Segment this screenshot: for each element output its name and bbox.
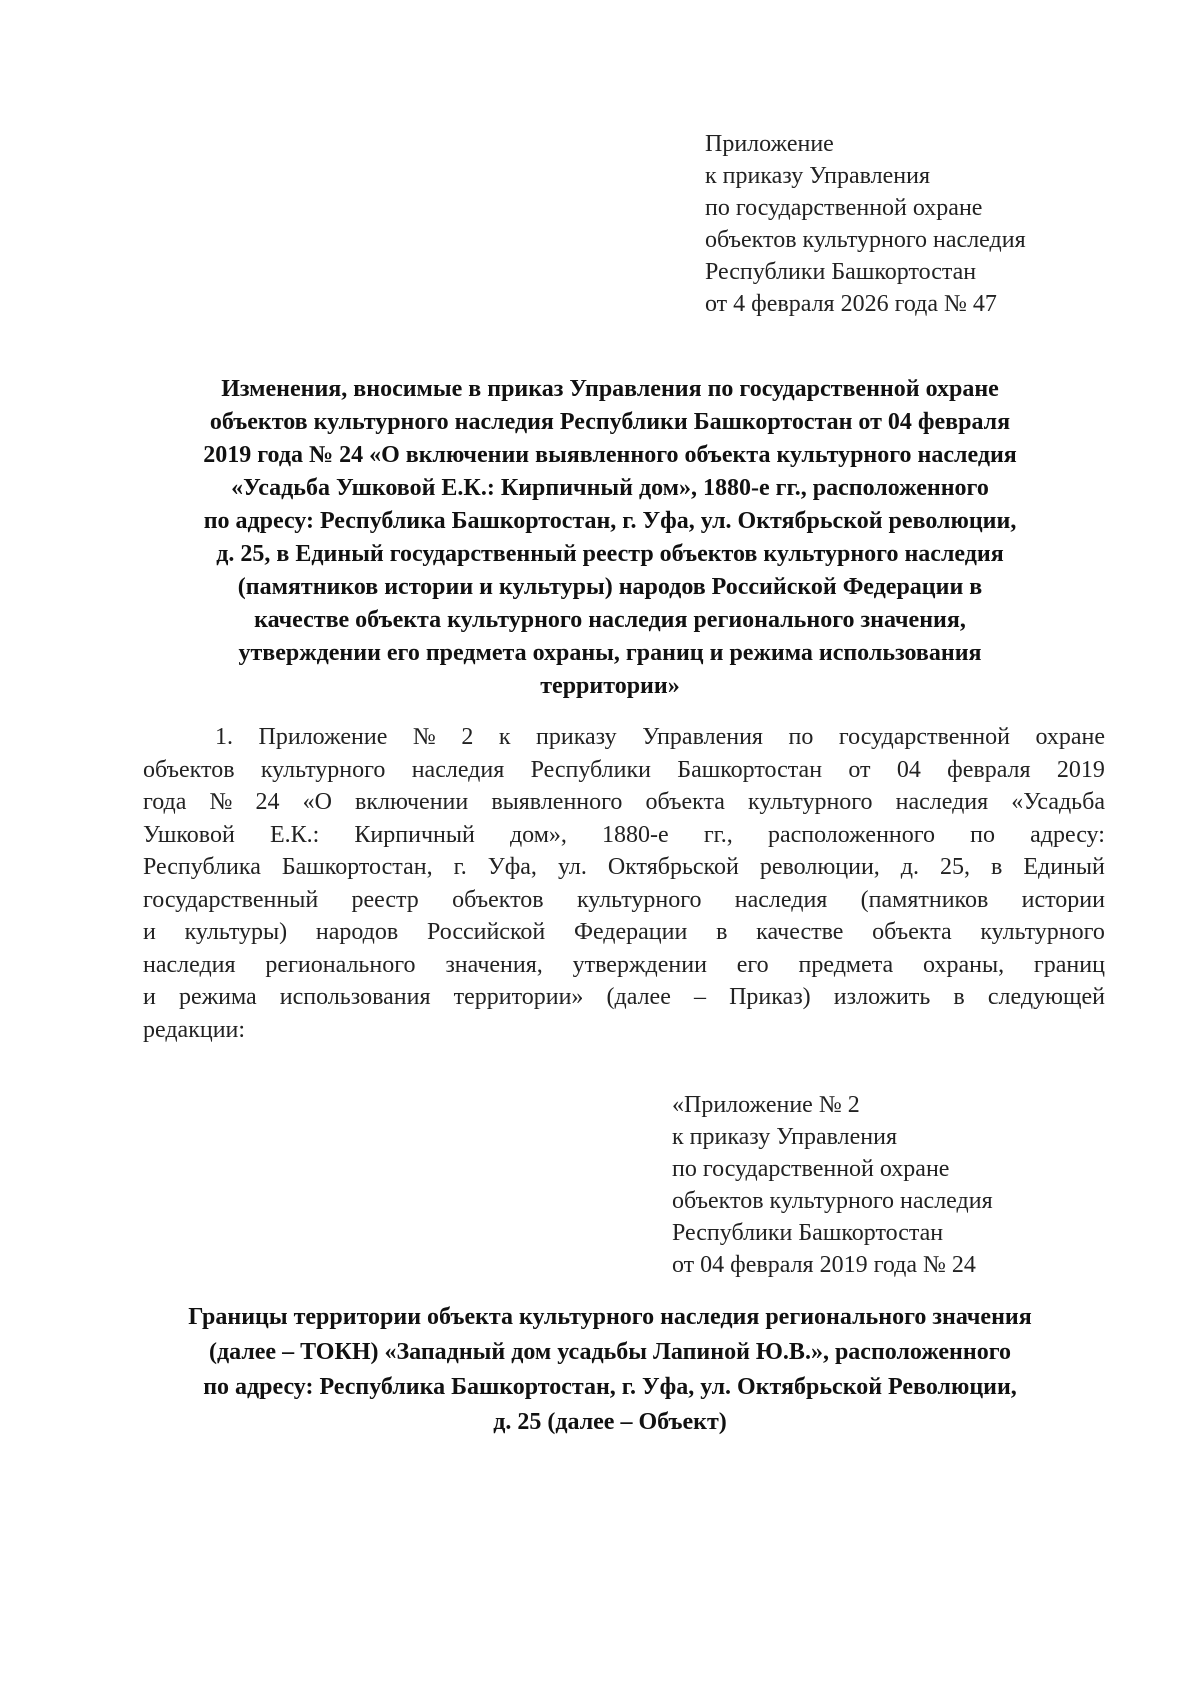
- paragraph-word: режима: [178, 984, 257, 1010]
- paragraph-1: [143, 721, 1105, 1046]
- nested-appendix-block: [672, 1089, 993, 1281]
- paragraph-word: и: [143, 984, 156, 1010]
- paragraph-word: народов: [315, 919, 399, 945]
- paragraph-line: [143, 754, 1105, 787]
- paragraph-word: выявленного: [491, 789, 623, 815]
- paragraph-word: объекта: [645, 789, 725, 815]
- paragraph-word: по: [970, 821, 995, 848]
- boundaries-title-line: по адресу: Республика Башкортостан, г. Уфа, ул. Октябрьской Революции,: [203, 1374, 1017, 1400]
- paragraph-line: [143, 721, 1105, 754]
- boundaries-title-line: (далее – ТОКН) «Западный дом усадьбы Лапиной Ю.В.», расположенного: [208, 1339, 1012, 1365]
- paragraph-word: «О: [302, 789, 332, 815]
- paragraph-word: февраля: [947, 756, 1031, 783]
- paragraph-word: расположенного: [767, 821, 935, 848]
- changes-title-line: Изменения, вносимые в приказ Управления по государственной охране: [221, 376, 999, 402]
- paragraph-word: наследия: [411, 756, 505, 783]
- paragraph-word: использования: [279, 984, 431, 1010]
- paragraph-word: изложить: [833, 984, 931, 1010]
- paragraph-word: Октябрьской: [607, 854, 739, 880]
- paragraph-word: в: [953, 984, 965, 1010]
- nested-appendix-line: от 04 февраля 2019 года № 24: [672, 1252, 976, 1278]
- paragraph-word: 2019: [1056, 756, 1105, 783]
- changes-title-line: д. 25, в Единый государственный реестр объектов культурного наследия: [216, 541, 1004, 567]
- paragraph-word: предмета: [798, 951, 894, 978]
- changes-title-line: «Усадьба Ушковой Е.К.: Кирпичный дом», 1880-е гг., расположенного: [231, 475, 989, 501]
- paragraph-word: 24: [255, 789, 280, 815]
- paragraph-word: включении: [354, 789, 469, 815]
- header-appendix-line: Республики Башкортостан: [705, 259, 977, 285]
- header-appendix-line: к приказу Управления: [705, 163, 931, 189]
- paragraph-word: культурного: [260, 756, 386, 783]
- paragraph-word: Ушковой: [143, 821, 235, 848]
- paragraph-line: [143, 819, 1105, 852]
- header-appendix-line: от 4 февраля 2026 года № 47: [705, 291, 997, 317]
- paragraph-word: культурного: [748, 789, 873, 815]
- header-appendix-line: Приложение: [705, 131, 834, 157]
- changes-title-line: территории»: [540, 673, 680, 699]
- paragraph-word: наследия: [143, 951, 236, 978]
- paragraph-word: культуры): [184, 919, 288, 945]
- paragraph-word: Башкортостан,: [281, 854, 433, 880]
- paragraph-word: Приказ): [729, 984, 811, 1010]
- paragraph-word: охране: [1035, 724, 1105, 750]
- paragraph-word: приказу: [536, 724, 617, 750]
- paragraph-word: Республики: [530, 756, 651, 783]
- paragraph-word: значения,: [445, 951, 543, 978]
- nested-appendix-line: «Приложение № 2: [672, 1092, 860, 1118]
- changes-title-line: объектов культурного наследия Республики Башкортостан от 04 февраля: [209, 409, 1011, 435]
- changes-title-line: утверждении его предмета охраны, границ и режима использования: [238, 640, 982, 666]
- paragraph-word: и: [143, 919, 156, 945]
- paragraph-word: его: [736, 951, 769, 978]
- nested-appendix-line: объектов культурного наследия: [672, 1188, 993, 1214]
- paragraph-word: к: [498, 724, 511, 750]
- paragraph-word: Уфа,: [487, 854, 537, 880]
- paragraph-word: редакции:: [143, 1016, 246, 1043]
- header-appendix-block: [705, 128, 1026, 320]
- paragraph-word: культурного: [576, 886, 702, 913]
- changes-title-line: 2019 года № 24 «О включении выявленного объекта культурного наследия: [203, 442, 1017, 468]
- paragraph-word: истории: [1021, 886, 1105, 913]
- paragraph-word: утверждении: [572, 951, 707, 978]
- paragraph-word: границ: [1033, 951, 1105, 978]
- paragraph-line: [143, 786, 1105, 819]
- paragraph-word: охраны,: [923, 951, 1005, 978]
- paragraph-word: революции,: [759, 854, 880, 880]
- nested-appendix-line: по государственной охране: [672, 1156, 950, 1182]
- paragraph-word: дом»,: [509, 821, 567, 848]
- boundaries-title-line: Границы территории объекта культурного наследия регионального значения: [188, 1304, 1032, 1330]
- paragraph-word: г.: [453, 854, 467, 880]
- paragraph-word: Управления: [642, 724, 763, 750]
- paragraph-word: объектов: [452, 886, 544, 913]
- paragraph-word: №: [209, 789, 233, 815]
- paragraph-word: Республика: [143, 854, 261, 880]
- paragraph-word: адресу:: [1030, 821, 1105, 848]
- paragraph-word: 1.: [215, 724, 233, 750]
- paragraph-word: в: [716, 919, 728, 945]
- paragraph-word: по: [788, 724, 814, 750]
- paragraph-word: объектов: [143, 756, 235, 783]
- paragraph-word: 1880-е: [602, 821, 669, 848]
- paragraph-word: Кирпичный: [354, 821, 475, 848]
- paragraph-line: [143, 949, 1105, 982]
- nested-appendix-line: к приказу Управления: [672, 1124, 898, 1150]
- paragraph-word: 04: [896, 756, 921, 783]
- paragraph-word: наследия: [895, 789, 989, 815]
- paragraph-word: качестве: [756, 919, 844, 945]
- paragraph-word: 25,: [940, 854, 971, 880]
- paragraph-word: «Усадьба: [1011, 789, 1105, 815]
- paragraph-line: [143, 916, 1105, 949]
- paragraph-word: д.: [900, 854, 920, 880]
- nested-appendix-line: Республики Башкортостан: [672, 1220, 944, 1246]
- changes-title-line: качестве объекта культурного наследия регионального значения,: [254, 607, 966, 633]
- paragraph-word: (памятников: [860, 886, 989, 913]
- paragraph-word: 2: [461, 724, 474, 750]
- boundaries-title: [130, 1300, 1090, 1440]
- paragraph-word: государственной: [838, 724, 1010, 750]
- header-appendix-line: по государственной охране: [705, 195, 983, 221]
- paragraph-word: Российской: [426, 919, 546, 945]
- changes-title-line: (памятников истории и культуры) народов Российской Федерации в: [237, 574, 983, 600]
- paragraph-word: реестр: [351, 886, 419, 913]
- paragraph-line: [143, 851, 1105, 884]
- paragraph-word: Федерации: [573, 919, 688, 945]
- paragraph-word: от: [848, 756, 871, 783]
- paragraph-word: Приложение: [258, 724, 388, 750]
- paragraph-line: [143, 884, 1105, 917]
- paragraph-word: Единый: [1023, 854, 1105, 880]
- paragraph-word: Башкортостан: [677, 756, 823, 783]
- paragraph-word: №: [412, 724, 436, 750]
- boundaries-title-line: д. 25 (далее – Объект): [493, 1409, 727, 1435]
- paragraph-word: объекта: [872, 919, 952, 945]
- paragraph-word: в: [991, 854, 1003, 880]
- changes-title-line: по адресу: Республика Башкортостан, г. Уфа, ул. Октябрьской революции,: [203, 508, 1017, 534]
- paragraph-word: года: [143, 789, 187, 815]
- paragraph-word: –: [693, 984, 706, 1010]
- header-appendix-line: объектов культурного наследия: [705, 227, 1026, 253]
- paragraph-word: следующей: [987, 984, 1105, 1010]
- paragraph-word: культурного: [980, 919, 1105, 945]
- changes-title: [140, 373, 1080, 703]
- paragraph-word: территории»: [453, 984, 584, 1010]
- paragraph-word: (далее: [606, 984, 671, 1010]
- paragraph-word: регионального: [265, 951, 416, 978]
- paragraph-line: [143, 1014, 1105, 1047]
- paragraph-word: государственный: [143, 886, 319, 913]
- paragraph-word: Е.К.:: [269, 821, 320, 848]
- paragraph-line: [143, 981, 1105, 1014]
- paragraph-word: гг.,: [703, 821, 733, 848]
- paragraph-word: наследия: [734, 886, 828, 913]
- paragraph-word: ул.: [557, 854, 587, 880]
